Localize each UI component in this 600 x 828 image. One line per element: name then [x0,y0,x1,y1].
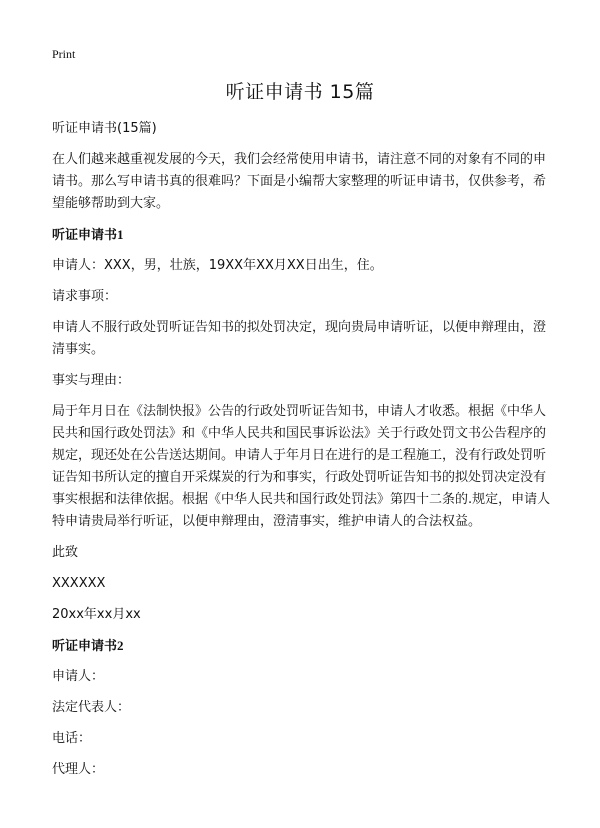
section-heading: 听证申请书2 [52,638,124,653]
request-paragraph: 申请人不服行政处罚听证告知书的拟处罚决定，现向贵局申请听证，以便申辩理由，澄清事实。 [52,320,547,357]
intro-paragraph: 在人们越来越重视发展的今天，我们会经常使用申请书，请注意不同的对象有不同的申请书。那么写申请书真的很难吗？下面是小编帮大家整理的听证申请书，仅供参考，希望能够帮助到大家。 [52,152,547,211]
legal-rep-field-label: 法定代表人： [52,700,131,715]
signature-line: XXXXXX [52,576,106,591]
reasons-label: 事实与理由： [52,373,131,388]
document-content [52,118,552,781]
date-line: 20xx年xx月xx [52,607,141,622]
print-label: Print [52,47,76,61]
agent-field-label: 代理人： [52,762,105,777]
section-heading: 听证申请书1 [52,227,124,242]
applicant-field-label: 申请人： [52,669,105,684]
intro-subtitle: 听证申请书(15篇) [52,121,157,136]
reasons-paragraph: 局于年月日在《法制快报》公告的行政处罚听证告知书，申请人才收悉。根据《中华人民共和国行政处罚法》和《中华人民共和国民事诉讼法》关于行政处罚文书公告程序的规定，现还处在公告送达期间。申请人于年月日在进行的是工程施工，没有行政处罚听证告知书所认定的擅自开采煤炭的行为和事实，行政处罚听证告知书的拟处罚决定没有事实根据和法律依据。根据《中华人民共和国行政处罚法》第四十二条的.规定，申请人特申请贵局举行听证，以便申辩理由，澄清事实，维护申请人的合法权益。 [52,404,551,529]
phone-field-label: 电话： [52,731,92,746]
request-label: 请求事项： [52,289,118,304]
applicant-line: 申请人：XXX，男，壮族，19XX年XX月XX日出生，住。 [52,258,383,273]
closing-line: 此致 [52,545,79,560]
page-title: 听证申请书 15篇 [225,81,375,103]
